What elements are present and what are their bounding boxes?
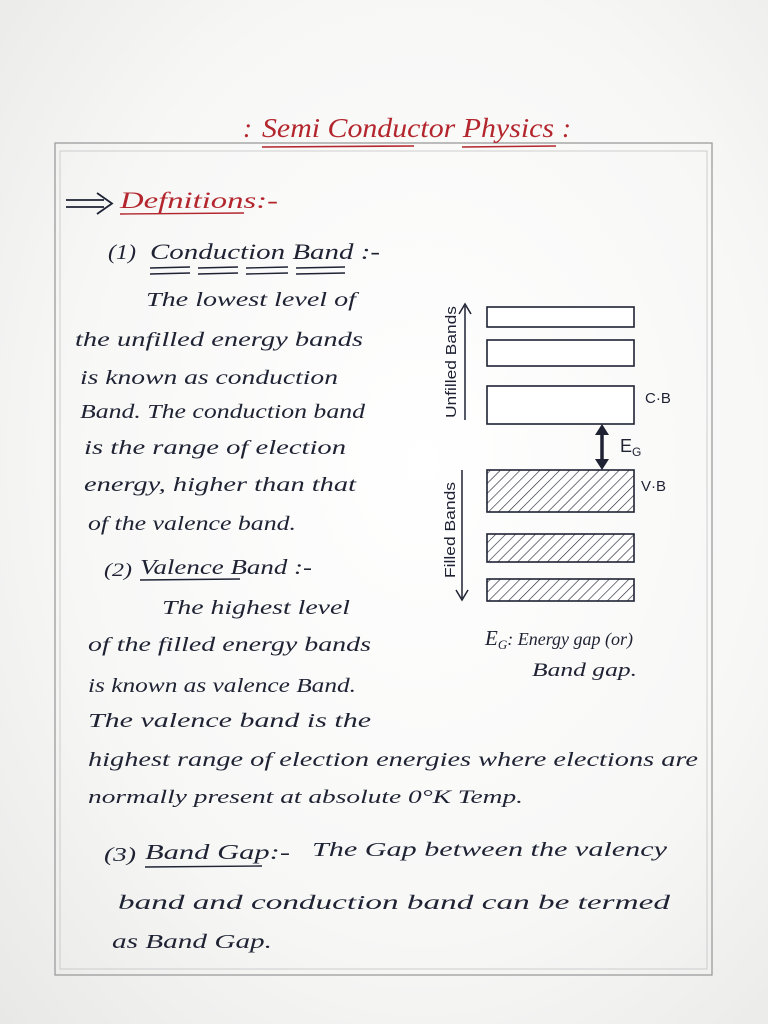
heading-double-underline — [150, 267, 345, 274]
filled-band — [487, 534, 634, 562]
title-colon-left: : — [243, 113, 252, 143]
body-line: The valence band is the — [88, 710, 372, 732]
body-line: is known as valence Band. — [88, 675, 356, 697]
body-line: as Band Gap. — [112, 931, 272, 953]
heading-underline — [140, 579, 240, 580]
energy-gap-symbol: $E_G$ — [620, 436, 642, 459]
title-underline — [462, 146, 556, 147]
definitions-heading — [66, 188, 278, 214]
heading-underline — [145, 866, 262, 867]
section-heading: Valence Band :- — [140, 555, 312, 579]
section-heading: Band Gap:- — [145, 840, 291, 864]
conduction-band-section — [75, 239, 380, 535]
body-line: of the filled energy bands — [88, 634, 372, 656]
body-line: The Gap between the valency — [312, 839, 668, 861]
filled-band — [487, 579, 634, 601]
title-underline — [262, 146, 414, 147]
arrow-up-icon — [459, 304, 471, 420]
energy-band-diagram — [442, 304, 671, 681]
cb-label: C·B — [645, 390, 671, 407]
unfilled-band — [487, 307, 634, 327]
title-colon-right: : — [562, 113, 571, 143]
section-number: (2) — [104, 560, 132, 581]
unfilled-band — [487, 340, 634, 366]
conduction-band-rect — [487, 386, 634, 424]
body-line: highest range of election energies where elections are — [88, 749, 699, 771]
valence-band-rect — [487, 470, 634, 512]
body-line: The highest level — [162, 597, 351, 619]
band-gap-section — [104, 839, 672, 953]
section-heading: Conduction Band :- — [150, 239, 380, 264]
diagram-caption-line2: Band gap. — [532, 660, 637, 681]
double-arrow-icon — [66, 193, 112, 214]
diagram-caption: EG: Energy gap (or) — [485, 626, 634, 652]
body-line: The lowest level of — [146, 289, 360, 311]
body-line: band and conduction band can be termed — [118, 892, 672, 914]
body-line: normally present at absolute 0°K Temp. — [88, 787, 523, 808]
body-line: is known as conduction — [80, 367, 338, 389]
unfilled-bands-label: Unfilled Bands — [443, 321, 460, 418]
title-text: Semi Conductor Physics — [262, 113, 554, 143]
body-line: the unfilled energy bands — [75, 329, 364, 351]
body-line: of the valence band. — [88, 513, 296, 535]
double-headed-arrow-icon — [595, 424, 609, 470]
body-line: energy, higher than that — [84, 474, 357, 496]
filled-bands-label: Filled Bands — [442, 495, 459, 578]
section-number: (1) — [108, 240, 136, 264]
page-title — [243, 113, 571, 147]
definitions-title: Defnitions:- — [118, 188, 278, 213]
body-line: is the range of election — [84, 437, 346, 459]
body-line: Band. The conduction band — [80, 401, 367, 423]
vb-label: V·B — [641, 478, 667, 495]
definitions-underline — [120, 213, 244, 214]
section-number: (3) — [104, 844, 137, 866]
